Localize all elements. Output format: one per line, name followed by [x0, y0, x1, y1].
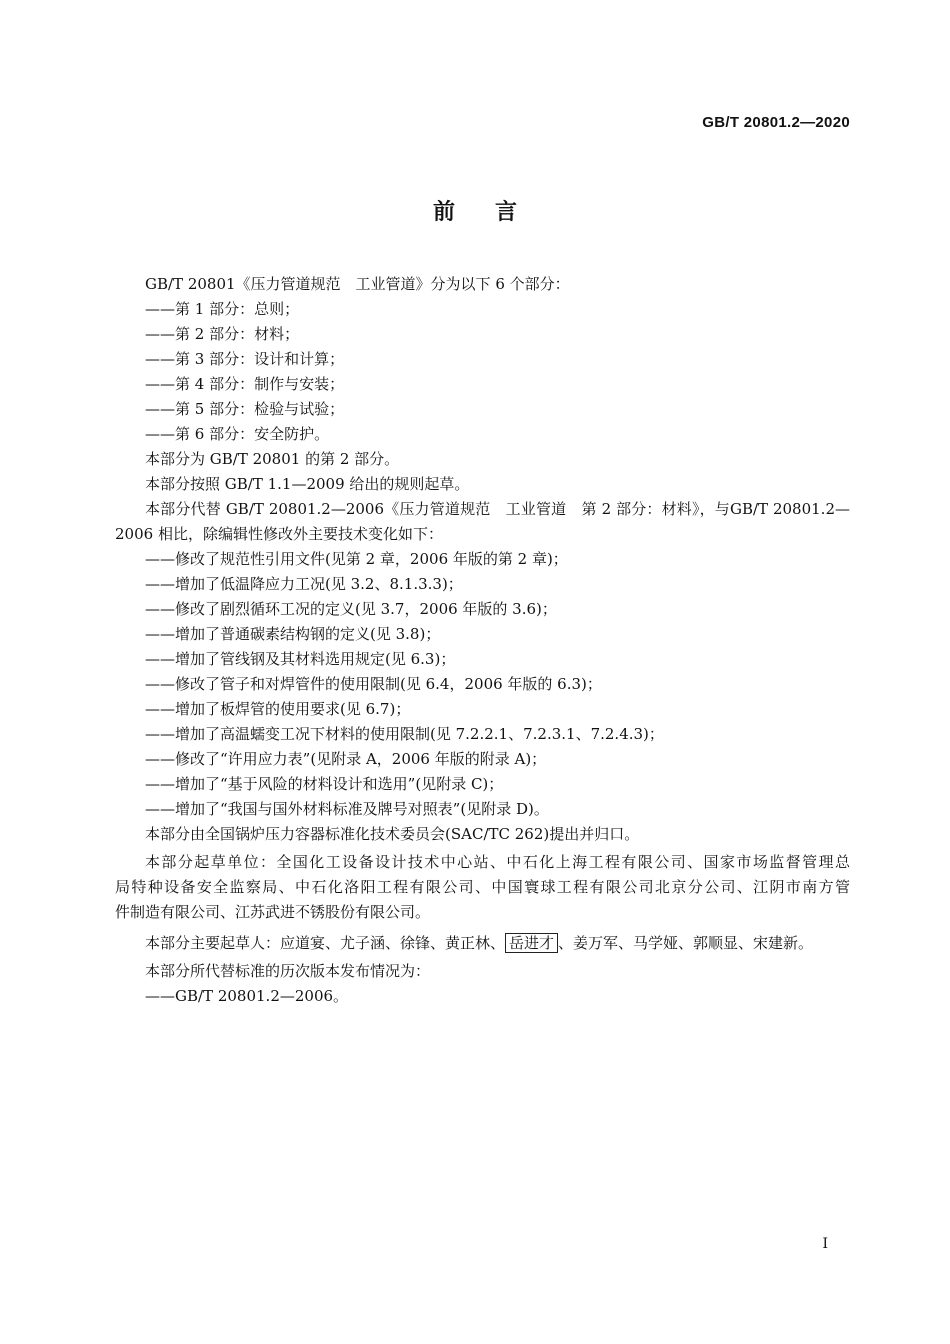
list-item: ——第 3 部分：设计和计算； — [145, 350, 345, 368]
drafters-line — [115, 931, 850, 956]
list-item: ——第 5 部分：检验与试验； — [145, 400, 345, 418]
units-line: 本部分起草单位：全国化工设备设计技术中心站、中石化上海工程有限公司、国家市场监督管理总 — [145, 853, 850, 871]
list-item: ——修改了“许用应力表”(见附录 A，2006 年版的附录 A)； — [145, 750, 547, 768]
replaces-line: 2006 相比，除编辑性修改外主要技术变化如下： — [115, 525, 443, 543]
drafters-text: 、姜万军、马学娅、郭顺显、宋建新。 — [558, 934, 814, 952]
history-intro: 本部分所代替标准的历次版本发布情况为： — [145, 962, 431, 980]
document-body — [115, 272, 850, 1009]
list-item: ——第 4 部分：制作与安装； — [145, 375, 345, 393]
list-item: ——增加了“基于风险的材料设计和选用”(见附录 C)； — [145, 775, 504, 793]
list-item: ——增加了板焊管的使用要求(见 6.7)； — [145, 700, 411, 718]
list-item: ——增加了高温蠕变工况下材料的使用限制(见 7.2.2.1、7.2.3.1、7.2.4.3)； — [145, 725, 664, 743]
list-item: ——增加了低温降应力工况(见 3.2、8.1.3.3)； — [145, 575, 463, 593]
units-line: 件制造有限公司、江苏武进不锈股份有限公司。 — [115, 903, 431, 921]
list-item: ——修改了管子和对焊管件的使用限制(见 6.4，2006 年版的 6.3)； — [145, 675, 602, 693]
page-number: I — [822, 1236, 828, 1252]
standard-number: GB/T 20801.2—2020 — [702, 114, 850, 131]
list-item: ——修改了规范性引用文件(见第 2 章，2006 年版的第 2 章)； — [145, 550, 568, 568]
list-item: ——第 2 部分：材料； — [145, 325, 300, 343]
this-part-line: 本部分为 GB/T 20801 的第 2 部分。 — [145, 450, 400, 468]
list-item: ——第 1 部分：总则； — [145, 300, 300, 318]
rules-line: 本部分按照 GB/T 1.1—2009 给出的规则起草。 — [145, 475, 470, 493]
intro-line: GB/T 20801《压力管道规范 工业管道》分为以下 6 个部分： — [145, 275, 570, 293]
list-item: ——修改了剧烈循环工况的定义(见 3.7，2006 年版的 3.6)； — [145, 600, 557, 618]
list-item: ——增加了管线钢及其材料选用规定(见 6.3)； — [145, 650, 456, 668]
units-line: 局特种设备安全监察局、中石化洛阳工程有限公司、中国寰球工程有限公司北京分公司、江阴市南方管 — [115, 878, 850, 896]
drafters-text: 本部分主要起草人：应道宴、尤子涵、徐锋、黄正林、 — [145, 934, 506, 952]
list-item: ——增加了普通碳素结构钢的定义(见 3.8)； — [145, 625, 441, 643]
page-title: 前言 — [432, 199, 557, 225]
boxed-name: 岳进才 — [505, 933, 558, 953]
list-item: ——GB/T 20801.2—2006。 — [145, 987, 349, 1005]
proposed-line: 本部分由全国锅炉压力容器标准化技术委员会(SAC/TC 262)提出并归口。 — [145, 825, 640, 843]
changes-list — [115, 547, 850, 822]
parts-list — [115, 297, 850, 447]
list-item: ——增加了“我国与国外材料标准及牌号对照表”(见附录 D)。 — [145, 800, 549, 818]
replaces-line: 本部分代替 GB/T 20801.2—2006《压力管道规范 工业管道 第 2 部分：材料》，与GB/T 20801.2— — [145, 500, 850, 518]
list-item: ——第 6 部分：安全防护。 — [145, 425, 330, 443]
